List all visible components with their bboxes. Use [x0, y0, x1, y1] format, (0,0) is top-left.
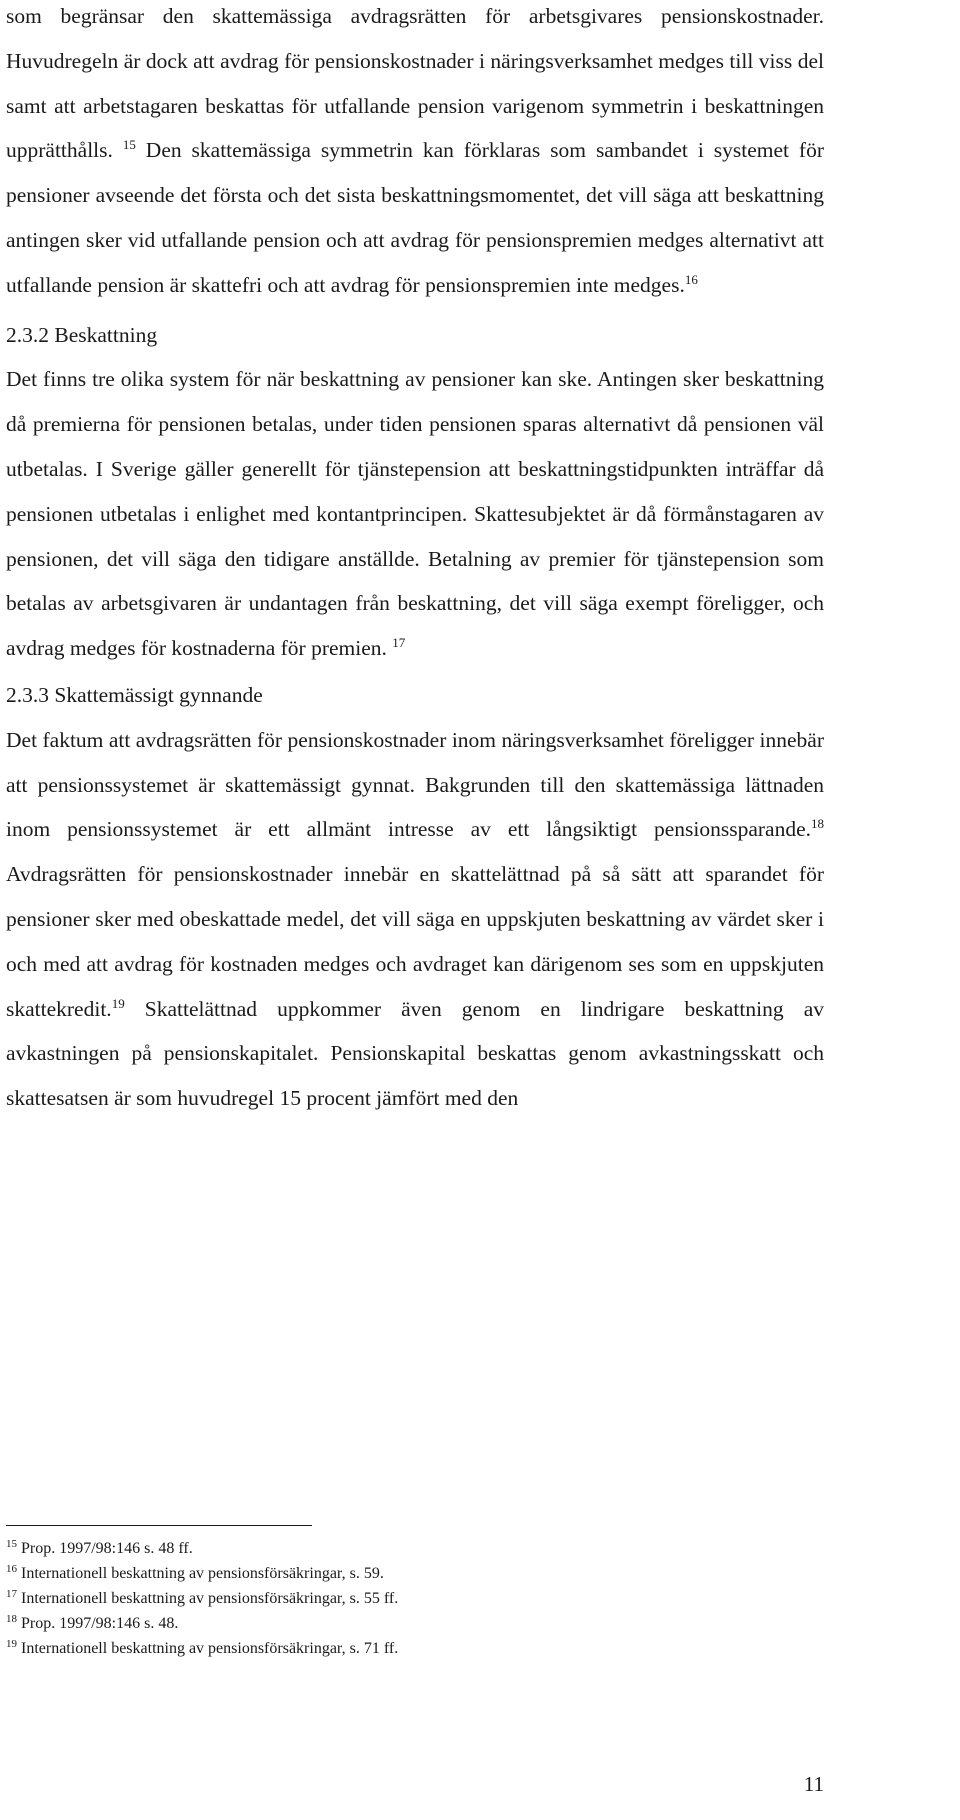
footnotes-section [6, 1536, 824, 1661]
footnote-item [6, 1536, 824, 1561]
section-2-3-3-text-part-3: Skattelättnad uppkommer även genom en lindrigare beskattning av avkastningen på pensionskapitalet. Pensionskapital beskattas genom avkastningsskatt och skattesatsen är som huvudregel 15 procent jämfört med den [6, 996, 824, 1111]
section-heading-2-3-3: 2.3.3 Skattemässigt gynnande [6, 682, 263, 707]
footnote-number: 19 [6, 1638, 17, 1650]
footnote-item [6, 1586, 824, 1611]
footnote-number: 18 [6, 1613, 17, 1625]
section-2-3-3-paragraph [6, 718, 824, 1121]
page-body [6, 0, 824, 1121]
footnote-ref-18[interactable]: 18 [811, 816, 824, 832]
footnote-item [6, 1636, 824, 1661]
footnote-item [6, 1561, 824, 1586]
section-2-3-2-paragraph [6, 357, 824, 671]
footnote-ref-19[interactable]: 19 [111, 995, 125, 1011]
footnote-item [6, 1611, 824, 1636]
section-heading-2-3-2: 2.3.2 Beskattning [6, 322, 158, 347]
intro-text-part-1: som begränsar den skattemässiga avdragsrätten för arbetsgivares pensionskostnader. Huvudregeln är dock att avdrag för pensionskostnader i näringsverksamhet medges till viss del samt att arbetstagaren beskattas för utfallande pension varigenom symmetrin i beskattningen upprätthålls. [6, 4, 824, 163]
footnote-text: Prop. 1997/98:146 s. 48 ff. [21, 1540, 193, 1557]
footnote-number: 16 [6, 1563, 17, 1575]
intro-text-part-2: Den skattemässiga symmetrin kan förklaras som sambandet i systemet för pensioner avseende det första och det sista beskattningsmomentet, det vill säga att beskattning antingen sker vid utfallande pension och att avdrag för pensionspremien medges alternativt att utfallande pension är skattefri och att avdrag för pensionspremien inte medges. [6, 138, 824, 297]
footnote-text: Internationell beskattning av pensionsförsäkringar, s. 55 ff. [21, 1590, 399, 1607]
section-2-3-3-text-part-1: Det faktum att avdragsrätten för pensionskostnader inom näringsverksamhet föreligger innebär att pensionssystemet är skattemässigt gynnat. Bakgrunden till den skattemässiga lättnaden inom pensionssystemet är ett allmänt intresse av ett långsiktigt pensionssparande. [6, 727, 824, 842]
footnote-text: Internationell beskattning av pensionsförsäkringar, s. 71 ff. [21, 1640, 399, 1657]
footnote-ref-17[interactable]: 17 [392, 635, 406, 651]
footnote-number: 15 [6, 1538, 17, 1550]
footnote-number: 17 [6, 1588, 17, 1600]
footnote-text: Internationell beskattning av pensionsförsäkringar, s. 59. [21, 1565, 384, 1582]
footnote-text: Prop. 1997/98:146 s. 48. [21, 1615, 179, 1632]
section-2-3-3-text-part-2: Avdragsrätten för pensionskostnader innebär en skattelättnad på så sätt att sparandet för pensioner sker med obeskattade medel, det vill säga en uppskjuten beskattning av värdet sker i och med att avdrag för kostnaden medges och avdraget kan därigenom ses som en uppskjuten skattekredit. [6, 862, 824, 1021]
section-2-3-2-text: Det finns tre olika system för när beskattning av pensioner kan ske. Antingen sker beskattning då premierna för pensionen betalas, under tiden pensionen sparas alternativt då pensionen väl utbetalas. I Sverige gäller generellt för tjänstepension att beskattningstidpunkten inträffar då pensionen utbetalas i enlighet med kontantprincipen. Skattesubjektet är då förmånstagaren av pensionen, det vill säga den tidigare anställde. Betalning av premier för tjänstepension som betalas av arbetsgivaren är undantagen från beskattning, det vill säga exempt föreligger, och avdrag medges för kostnaderna för premien. [6, 367, 824, 661]
footnote-ref-16[interactable]: 16 [684, 271, 698, 287]
footnote-divider [6, 1525, 312, 1526]
page-number: 11 [803, 1772, 824, 1796]
footnote-ref-15[interactable]: 15 [122, 137, 136, 153]
intro-paragraph [6, 0, 824, 308]
